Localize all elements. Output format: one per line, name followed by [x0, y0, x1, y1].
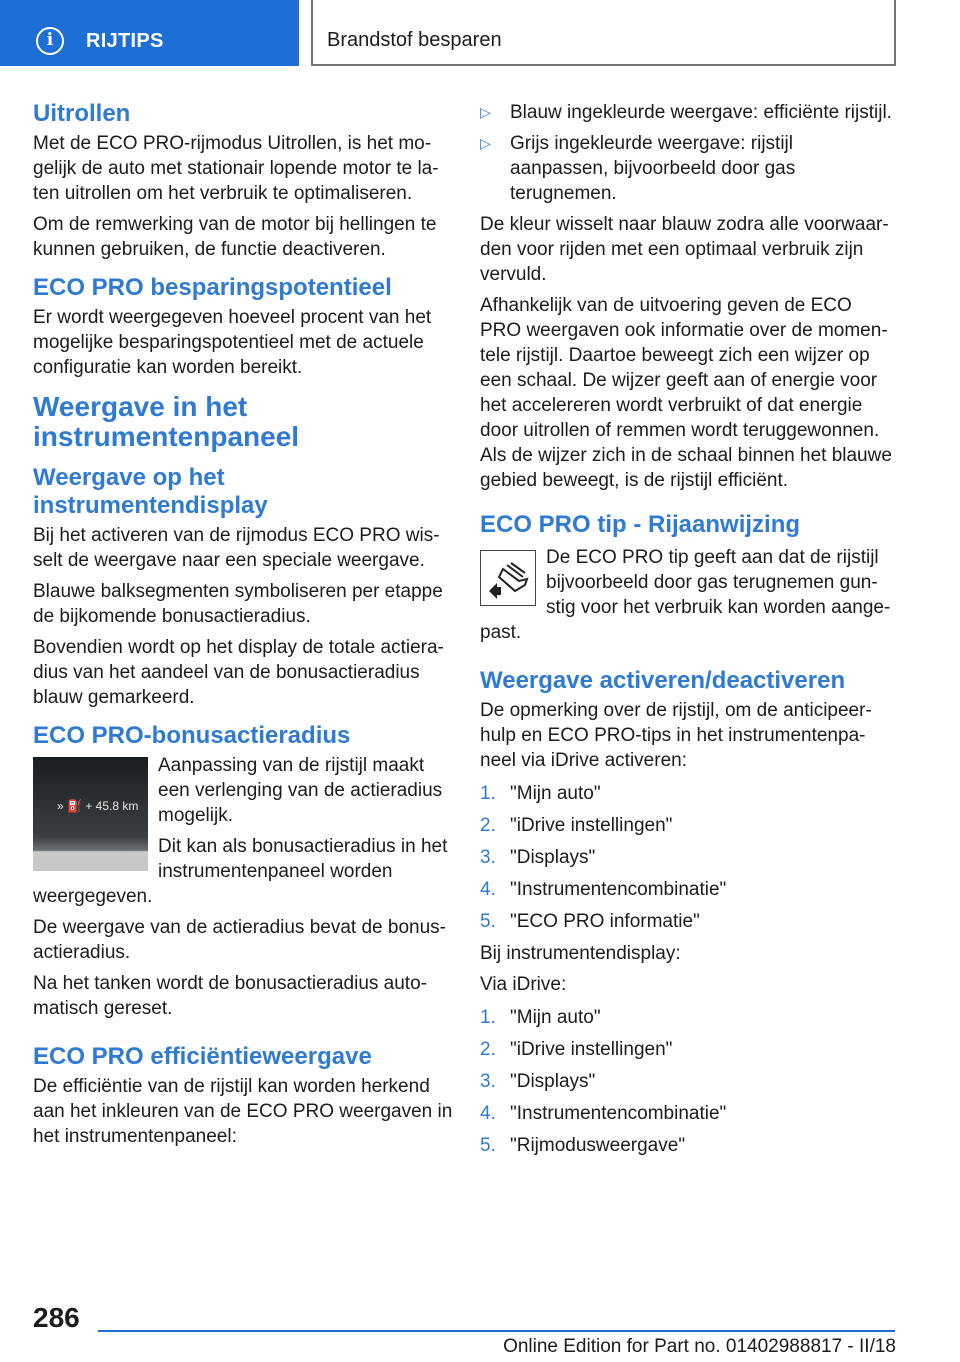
paragraph: Met de ECO PRO-rijmodus Uitrollen, is het mogelijk de auto met stationair lopende motor te laten uitrollen om het verbruik te optimaliseren.	[33, 133, 439, 204]
list-item: 3. "Displays"	[480, 847, 596, 868]
list-item: 1. "Mijn auto"	[480, 1007, 601, 1028]
breadcrumb	[311, 0, 896, 66]
steps-list-primary	[480, 781, 895, 934]
heading-eco-pro-tip: ECO PRO tip - Rijaanwijzing	[480, 511, 801, 538]
left-column	[33, 100, 453, 1155]
instrument-display	[33, 757, 148, 871]
paragraph: Na het tanken wordt de bonusactieradius automatisch gereset.	[33, 973, 427, 1019]
list-item: 5. "ECO PRO informatie"	[480, 911, 700, 932]
breadcrumb-label: Brandstof besparen	[327, 29, 502, 51]
paragraph: Bij het activeren van de rijmodus ECO PRO wisselt de weergave naar een speciale weergave.	[33, 525, 440, 571]
double-chevron-icon: »	[57, 799, 64, 813]
paragraph: De kleur wisselt naar blauw zodra alle voorwaarden voor rijden met een optimaal verbruik zijn vervuld.	[480, 214, 889, 285]
section-label: RIJTIPS	[86, 30, 164, 52]
paragraph: Afhankelijk van de uitvoering geven de ECO PRO weergaven ook informatie over de momentele rijstijl. Daartoe beweegt zich een wijzer op een schaal. De wijzer geeft aan of energie voor het accelereren wordt verbruikt of dat energie door uitrollen of remmen wordt teruggewonnen. Als de wijzer zich in de schaal binnen het blauwe gebied beweegt, is de rijstijl efficiënt.	[480, 295, 892, 491]
eco-pro-tip-image	[480, 550, 536, 606]
heading-uitrollen: Uitrollen	[33, 100, 131, 127]
triangle-bullet-icon: ▷	[480, 135, 491, 151]
fuel-pump-icon: ⛽	[67, 799, 82, 813]
info-icon: i	[36, 27, 64, 55]
paragraph: Er wordt weergegeven hoeveel procent van het mogelijke besparingspotentieel met de actuele configuratie kan worden bereikt.	[33, 307, 432, 378]
paragraph: Via iDrive:	[480, 974, 567, 995]
list-item: 2. "iDrive instellingen"	[480, 1039, 673, 1060]
heading-bonusactieradius: ECO PRO-bonusactieradius	[33, 722, 351, 749]
list-item: 5. "Rijmodusweergave"	[480, 1135, 686, 1156]
paragraph: Dit kan als bonusactieradius in het instrumentenpaneel worden weergegeven.	[33, 836, 448, 907]
right-column	[480, 100, 895, 1165]
paragraph: De weergave van de actieradius bevat de bonusactieradius.	[33, 917, 446, 963]
paragraph: Blauwe balksegmenten symboliseren per etappe de bijkomende bonusactieradius.	[33, 581, 443, 627]
steps-list-secondary	[480, 1005, 895, 1158]
list-item: 2. "iDrive instellingen"	[480, 815, 673, 836]
paragraph: De opmerking over de rijstijl, om de anticipeerhulp en ECO PRO-tips in het instrumentenpaneel via iDrive activeren:	[480, 700, 872, 771]
paragraph: Om de remwerking van de motor bij hellingen te kunnen gebruiken, de functie deactiveren.	[33, 214, 437, 260]
heading-weergave-instrumentenpaneel: Weergave in het instrumentenpaneel	[33, 391, 300, 452]
page-number: 286	[33, 1302, 80, 1333]
footer-divider	[98, 1330, 895, 1332]
list-item: 4. "Instrumentencombinatie"	[480, 1103, 727, 1124]
paragraph: Aanpassing van de rijstijl maakt een verlenging van de actieradius mogelijk.	[158, 755, 443, 826]
list-item: ▷ Blauw ingekleurde weergave: efficiënte rijstijl.	[480, 102, 892, 123]
heading-besparingspotentieel: ECO PRO besparingspotentieel	[33, 274, 392, 301]
paragraph: De ECO PRO tip geeft aan dat de rijstijl bijvoorbeeld door gas terugnemen gunstig voor het verbruik kan worden aangepast.	[480, 547, 891, 643]
eco-pro-tip-icon	[480, 550, 536, 606]
list-item: 1. "Mijn auto"	[480, 783, 601, 804]
paragraph: Bij instrumentendisplay:	[480, 943, 681, 964]
triangle-bullet-icon: ▷	[480, 104, 491, 120]
bonus-range-readout: » ⛽ + 45.8 km	[57, 799, 139, 813]
paragraph: Bovendien wordt op het display de totale actieradius van het aandeel van de bonusactieradius blauw gemarkeerd.	[33, 637, 444, 708]
bullet-list	[480, 100, 895, 206]
paragraph: De efficiëntie van de rijstijl kan worden herkend aan het inkleuren van de ECO PRO weergaven in het instrumentenpaneel:	[33, 1076, 453, 1147]
section-tab[interactable]	[0, 0, 299, 66]
heading-weergave-activeren: Weergave activeren/deactiveren	[480, 667, 846, 694]
bonus-range-display-image	[33, 757, 148, 871]
list-item: ▷ Grijs ingekleurde weergave: rijstijl aanpassen, bijvoorbeeld door gas terugnemen.	[480, 133, 796, 204]
foot-pedal-icon	[481, 551, 537, 607]
page-header	[0, 0, 960, 66]
heading-efficientieweergave: ECO PRO efficiëntieweergave	[33, 1043, 372, 1070]
heading-weergave-instrumentendisplay: Weergave op het instrumentendisplay	[33, 464, 268, 519]
list-item: 4. "Instrumentencombinatie"	[480, 879, 727, 900]
list-item: 3. "Displays"	[480, 1071, 596, 1092]
edition-label: Online Edition for Part no. 01402988817 - II/18	[503, 1336, 896, 1357]
